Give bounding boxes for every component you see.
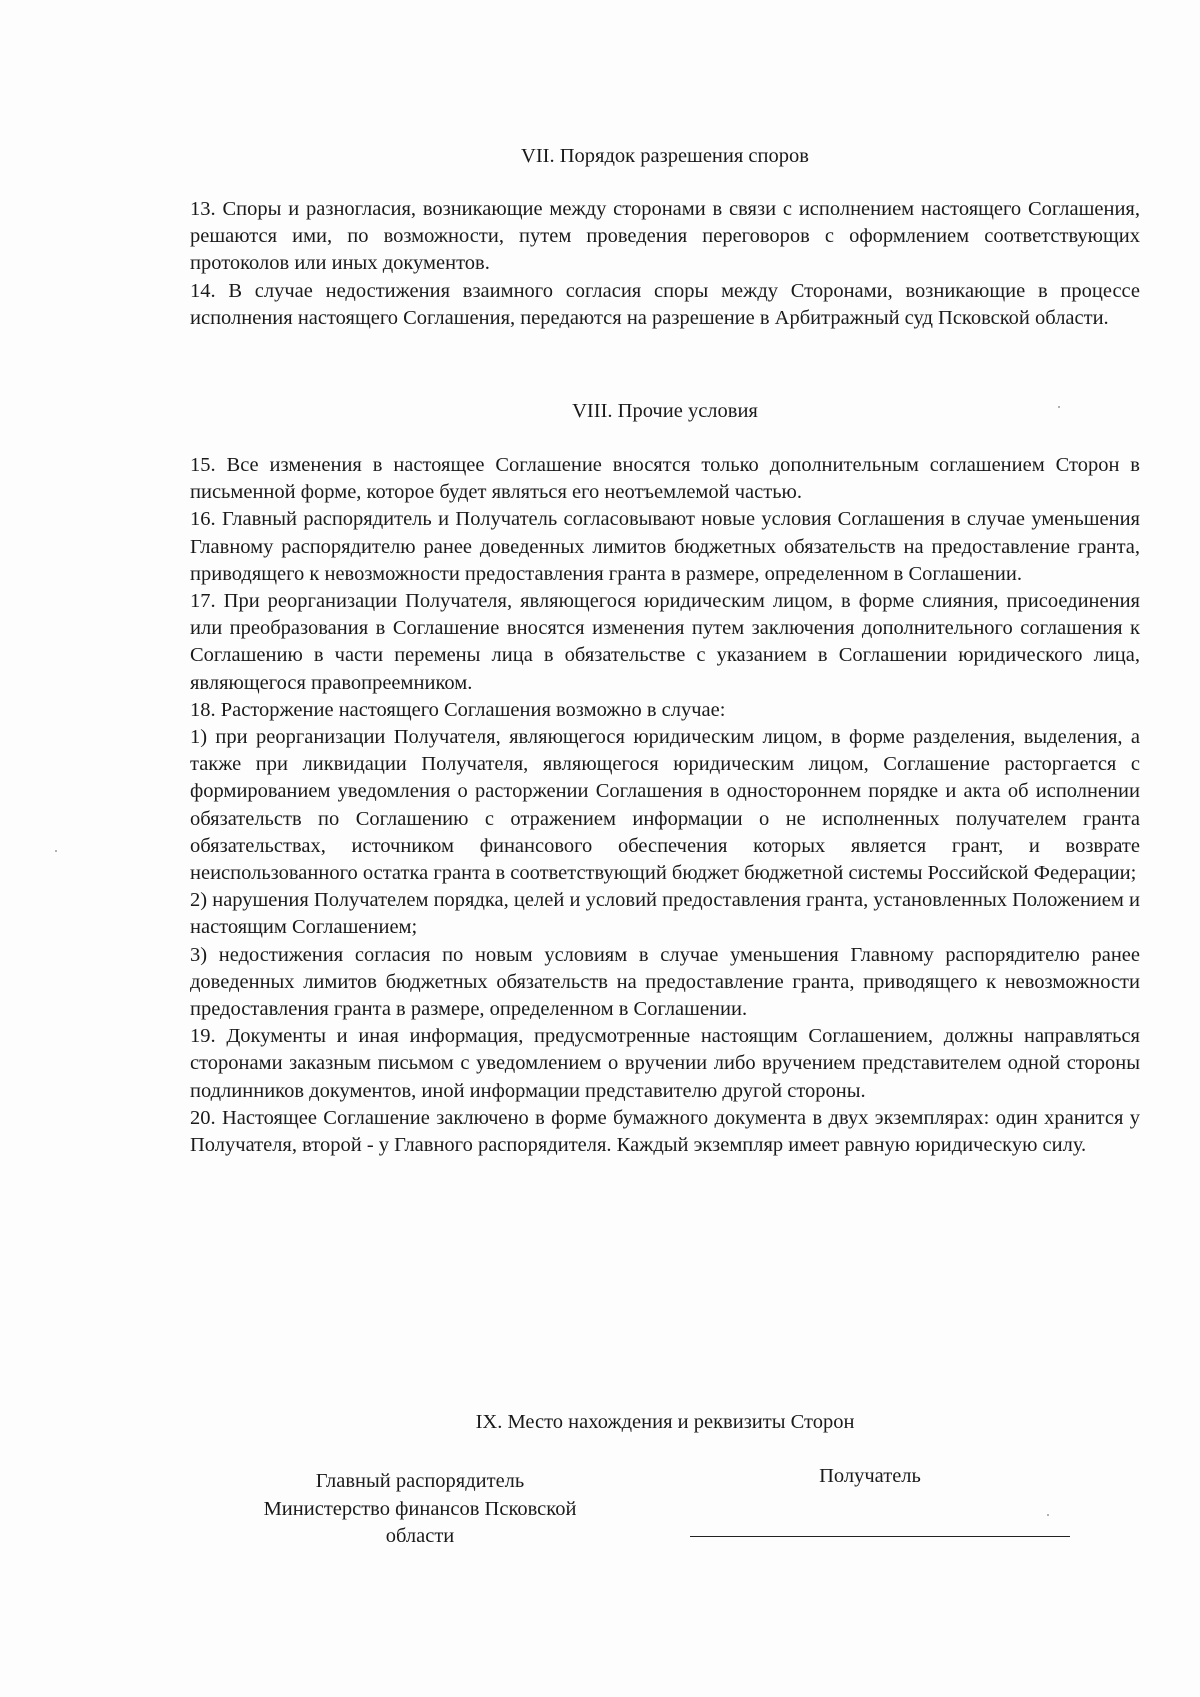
chief-administrator-label: Главный распорядитель [315,1470,525,1492]
paragraph-18-item-1: 1) при реорганизации Получателя, являющегося юридическим лицом, в форме разделения, выделения, а также при ликвидации Получателя, являющегося юридическим лицом, Соглашение расторгается с формированием уведомления о расторжении Соглашения в одностороннем порядке и акта об исполнении обязательств по Соглашению с отражением информации о не исполненных получателем гранта обязательствах, источником финансового обеспечения которых является грант, и возврате неиспользованного остатка гранта в соответствующий бюджет бюджетной системы Российской Федерации; [190,726,1140,885]
signature-line [690,1536,1070,1537]
paragraph-18-item-3: 3) недостижения согласия по новым условиям в случае уменьшения Главному распорядителю ранее доведенных лимитов бюджетных обязательств на предоставление гранта, приводящего к невозможности предоставления гранта в размере, определенном в Соглашении. [190,943,1140,1021]
paragraph-15: 15. Все изменения в настоящее Соглашение вносятся только дополнительным соглашением Сторон в письменной форме, которое будет являться его неотъемлемой частью. [190,454,1140,504]
section-8-title: VIII. Прочие условия [572,400,758,422]
chief-administrator-block [225,1468,615,1551]
section-7-body [190,196,1140,332]
paragraph-14: 14. В случае недостижения взаимного согласия споры между Сторонами, возникающие в процессе исполнения настоящего Соглашения, передаются на разрешение в Арбитражный суд Псковской области. [190,279,1140,329]
paragraph-17: 17. При реорганизации Получателя, являющегося юридическим лицом, в форме слияния, присоединения или преобразования в Соглашение вносятся изменения путем заключения дополнительного соглашения к Соглашению в части перемены лица в обязательстве с указанием в Соглашении юридического лица, являющегося правопреемником. [190,590,1140,694]
paragraph-13: 13. Споры и разногласия, возникающие между сторонами в связи с исполнением настоящего Соглашения, решаются ими, по возможности, путем проведения переговоров с оформлением соответствующих протоколов или иных документов. [190,198,1140,275]
paragraph-18: 18. Расторжение настоящего Соглашения возможно в случае: [190,698,726,721]
scan-speck [1047,1514,1049,1516]
ministry-name-line1: Министерство финансов Псковской [263,1497,577,1520]
scan-speck [55,850,57,852]
paragraph-16: 16. Главный распорядитель и Получатель согласовывают новые условия Соглашения в случае уменьшения Главному распорядителю ранее доведенных лимитов бюджетных обязательств на предоставление гранта, приводящего к невозможности предоставления гранта в размере, определенном в Соглашении. [190,508,1140,585]
section-8-body [190,452,1140,1159]
ministry-name-line2: области [385,1525,455,1547]
section-9-title: IX. Место нахождения и реквизиты Сторон [475,1411,855,1433]
scan-speck [1058,406,1060,408]
recipient-label: Получатель [819,1465,921,1487]
paragraph-18-item-2: 2) нарушения Получателем порядка, целей и условий предоставления гранта, установленных Положением и настоящим Соглашением; [190,889,1140,939]
paragraph-19: 19. Документы и иная информация, предусмотренные настоящим Соглашением, должны направляться сторонами заказным письмом с уведомлением о вручении либо вручением представителем одной стороны подлинников документов, иной информации представителю другой стороны. [190,1025,1140,1102]
paragraph-20: 20. Настоящее Соглашение заключено в форме бумажного документа в двух экземплярах: один хранится у Получателя, второй - у Главного распорядителя. Каждый экземпляр имеет равную юридическую силу. [190,1106,1140,1157]
section-7-title: VII. Порядок разрешения споров [521,145,809,167]
